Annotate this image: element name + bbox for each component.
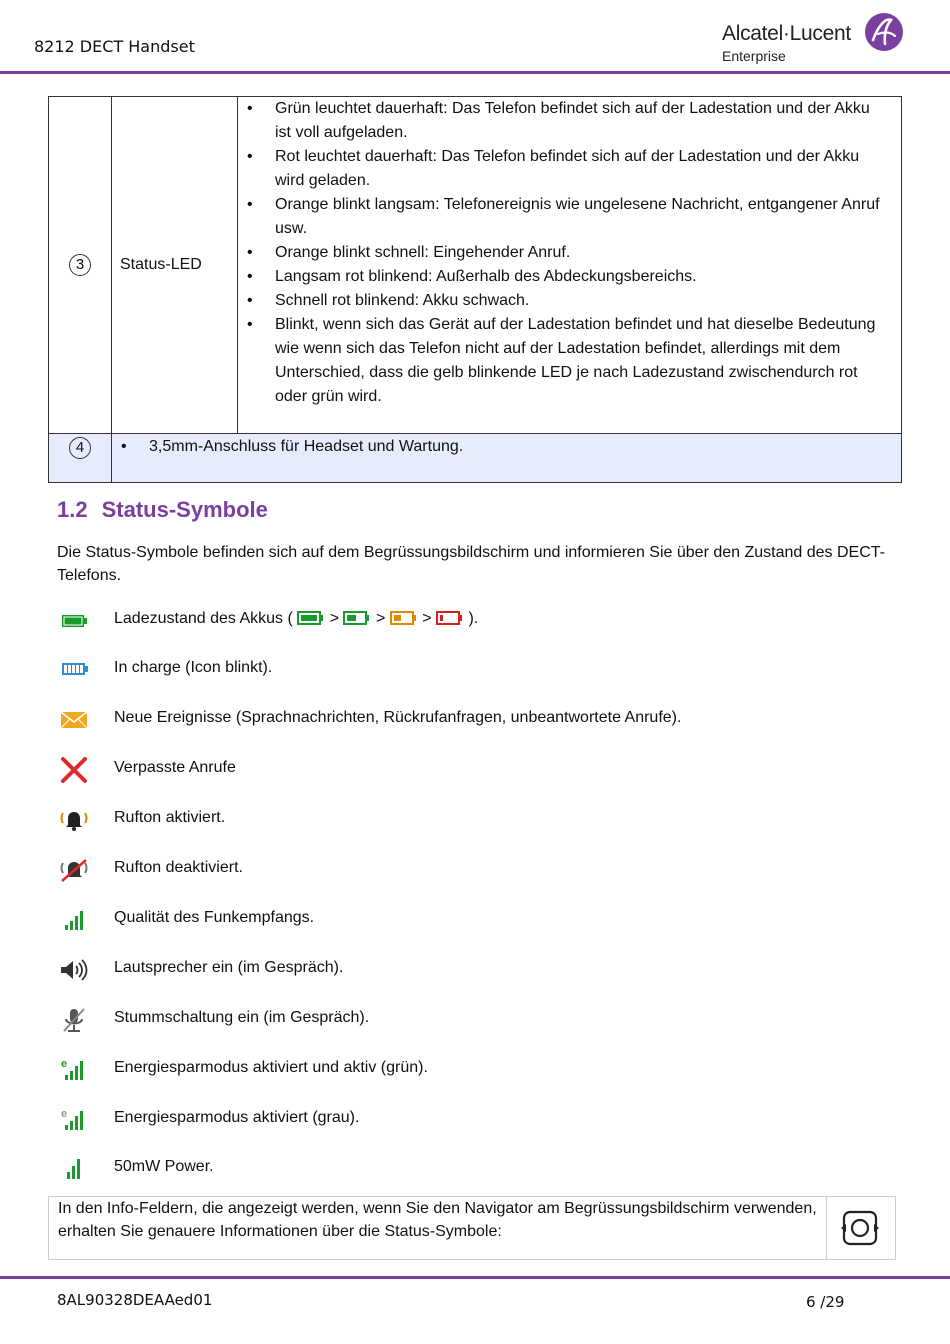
list-item: • Orange blinkt langsam: Telefonereignis wie ungelesene Nachricht, entgangener Anruf usw. [238,193,887,241]
circled-number: 3 [69,254,91,276]
symbol-description: Energiesparmodus aktiviert und aktiv (grün). [114,1059,428,1076]
battery-full-icon [58,608,90,636]
symbol-description: Neue Ereignisse (Sprachnachrichten, Rückrufanfragen, unbeantwortete Anrufe). [114,709,682,726]
list-item: • 3,5mm-Anschluss für Headset und Wartung. [112,435,901,459]
circled-number: 4 [69,437,91,459]
led-states-list [238,97,887,409]
document-id: 8AL90328DEAAed01 [57,1291,213,1309]
page-number: 6 /29 [806,1293,845,1311]
eco-signal-grey-icon [58,1107,90,1135]
section-number: 1.2 [57,497,88,522]
battery-medium-icon [343,611,371,625]
header-rule [0,71,950,74]
battery-text-end: ). [468,610,479,627]
svg-text:e: e [61,1058,68,1070]
list-item: • Schnell rot blinkend: Akku schwach. [238,289,887,313]
row-label: Status-LED [120,256,202,273]
led-table [48,96,902,483]
battery-empty-icon [436,611,464,625]
battery-text-start: Ladezustand des Akkus ( [114,610,293,627]
info-box [48,1196,896,1260]
section-title: Status-Symbole [101,497,268,522]
list-item: • Rot leuchtet dauerhaft: Das Telefon befindet sich auf der Ladestation und der Akku wird geladen. [238,145,887,193]
section-intro: Die Status-Symbole befinden sich auf dem Begrüssungsbildschirm und informieren Sie über den Zustand des DECT-Telefons. [57,544,885,584]
brand-logo [722,18,922,68]
envelope-icon [58,707,90,735]
row-number-cell [49,97,112,434]
symbol-description: Stummschaltung ein (im Gespräch). [114,1009,370,1026]
info-divider [826,1197,827,1259]
section-heading [57,497,268,523]
symbol-description: In charge (Icon blinkt). [114,659,273,676]
signal-strength-icon [58,907,90,935]
brand-name: Alcatel·Lucent [722,22,851,45]
list-item: • Orange blinkt schnell: Eingehender Anruf. [238,241,887,265]
list-item: • Langsam rot blinkend: Außerhalb des Abdeckungsbereichs. [238,265,887,289]
navigator-icon [840,1209,880,1247]
bell-ringing-icon [58,807,90,835]
bell-muted-icon [58,857,90,885]
row-description-cell [238,97,902,434]
battery-charging-icon [58,657,90,685]
symbol-row-battery [58,608,898,636]
battery-low-icon [390,611,418,625]
connector-list [112,435,901,459]
symbol-description: Energiesparmodus aktiviert (grau). [114,1109,360,1126]
speaker-icon [58,957,90,985]
symbol-description: Lautsprecher ein (im Gespräch). [114,959,344,976]
microphone-muted-icon [58,1007,90,1035]
missed-call-cross-icon [58,757,90,785]
brand-subtitle: Enterprise [722,48,786,64]
list-item: • Grün leuchtet dauerhaft: Das Telefon befindet sich auf der Ladestation und der Akku ist voll aufgeladen. [238,97,887,145]
table-row [49,97,902,434]
footer-rule [0,1276,950,1279]
row-description-cell [112,434,902,483]
battery-separator: > [329,610,340,627]
info-text: In den Info-Feldern, die angezeigt werden, wenn Sie den Navigator am Begrüssungsbildschirm verwenden, erhalten Sie genauere Informationen über die Status-Symbole: [58,1200,817,1240]
symbol-description: Rufton deaktiviert. [114,859,243,876]
battery-full-icon [297,611,325,625]
power-signal-icon [58,1156,90,1184]
symbol-description: Rufton aktiviert. [114,809,226,826]
battery-separator: > [375,610,386,627]
svg-text:e: e [61,1108,68,1120]
alcatel-lucent-logo-icon [864,12,904,52]
symbol-description: 50mW Power. [114,1158,214,1175]
battery-separator: > [422,610,432,627]
table-row [49,434,902,483]
eco-signal-green-icon [58,1057,90,1085]
list-item: • Blinkt, wenn sich das Gerät auf der Ladestation befindet und hat dieselbe Bedeutung wie wenn sich das Telefon nicht auf der Ladestation befindet, allerdings mit dem Unterschied, dass die gelb blinkende LED je nach Ladezustand zwischendurch rot oder grün wird. [238,313,887,409]
row-label-cell [112,97,238,434]
row-number-cell [49,434,112,483]
symbol-description [114,610,478,628]
document-title: 8212 DECT Handset [34,37,195,56]
symbol-description: Qualität des Funkempfangs. [114,909,315,926]
symbol-description: Verpasste Anrufe [114,759,236,776]
